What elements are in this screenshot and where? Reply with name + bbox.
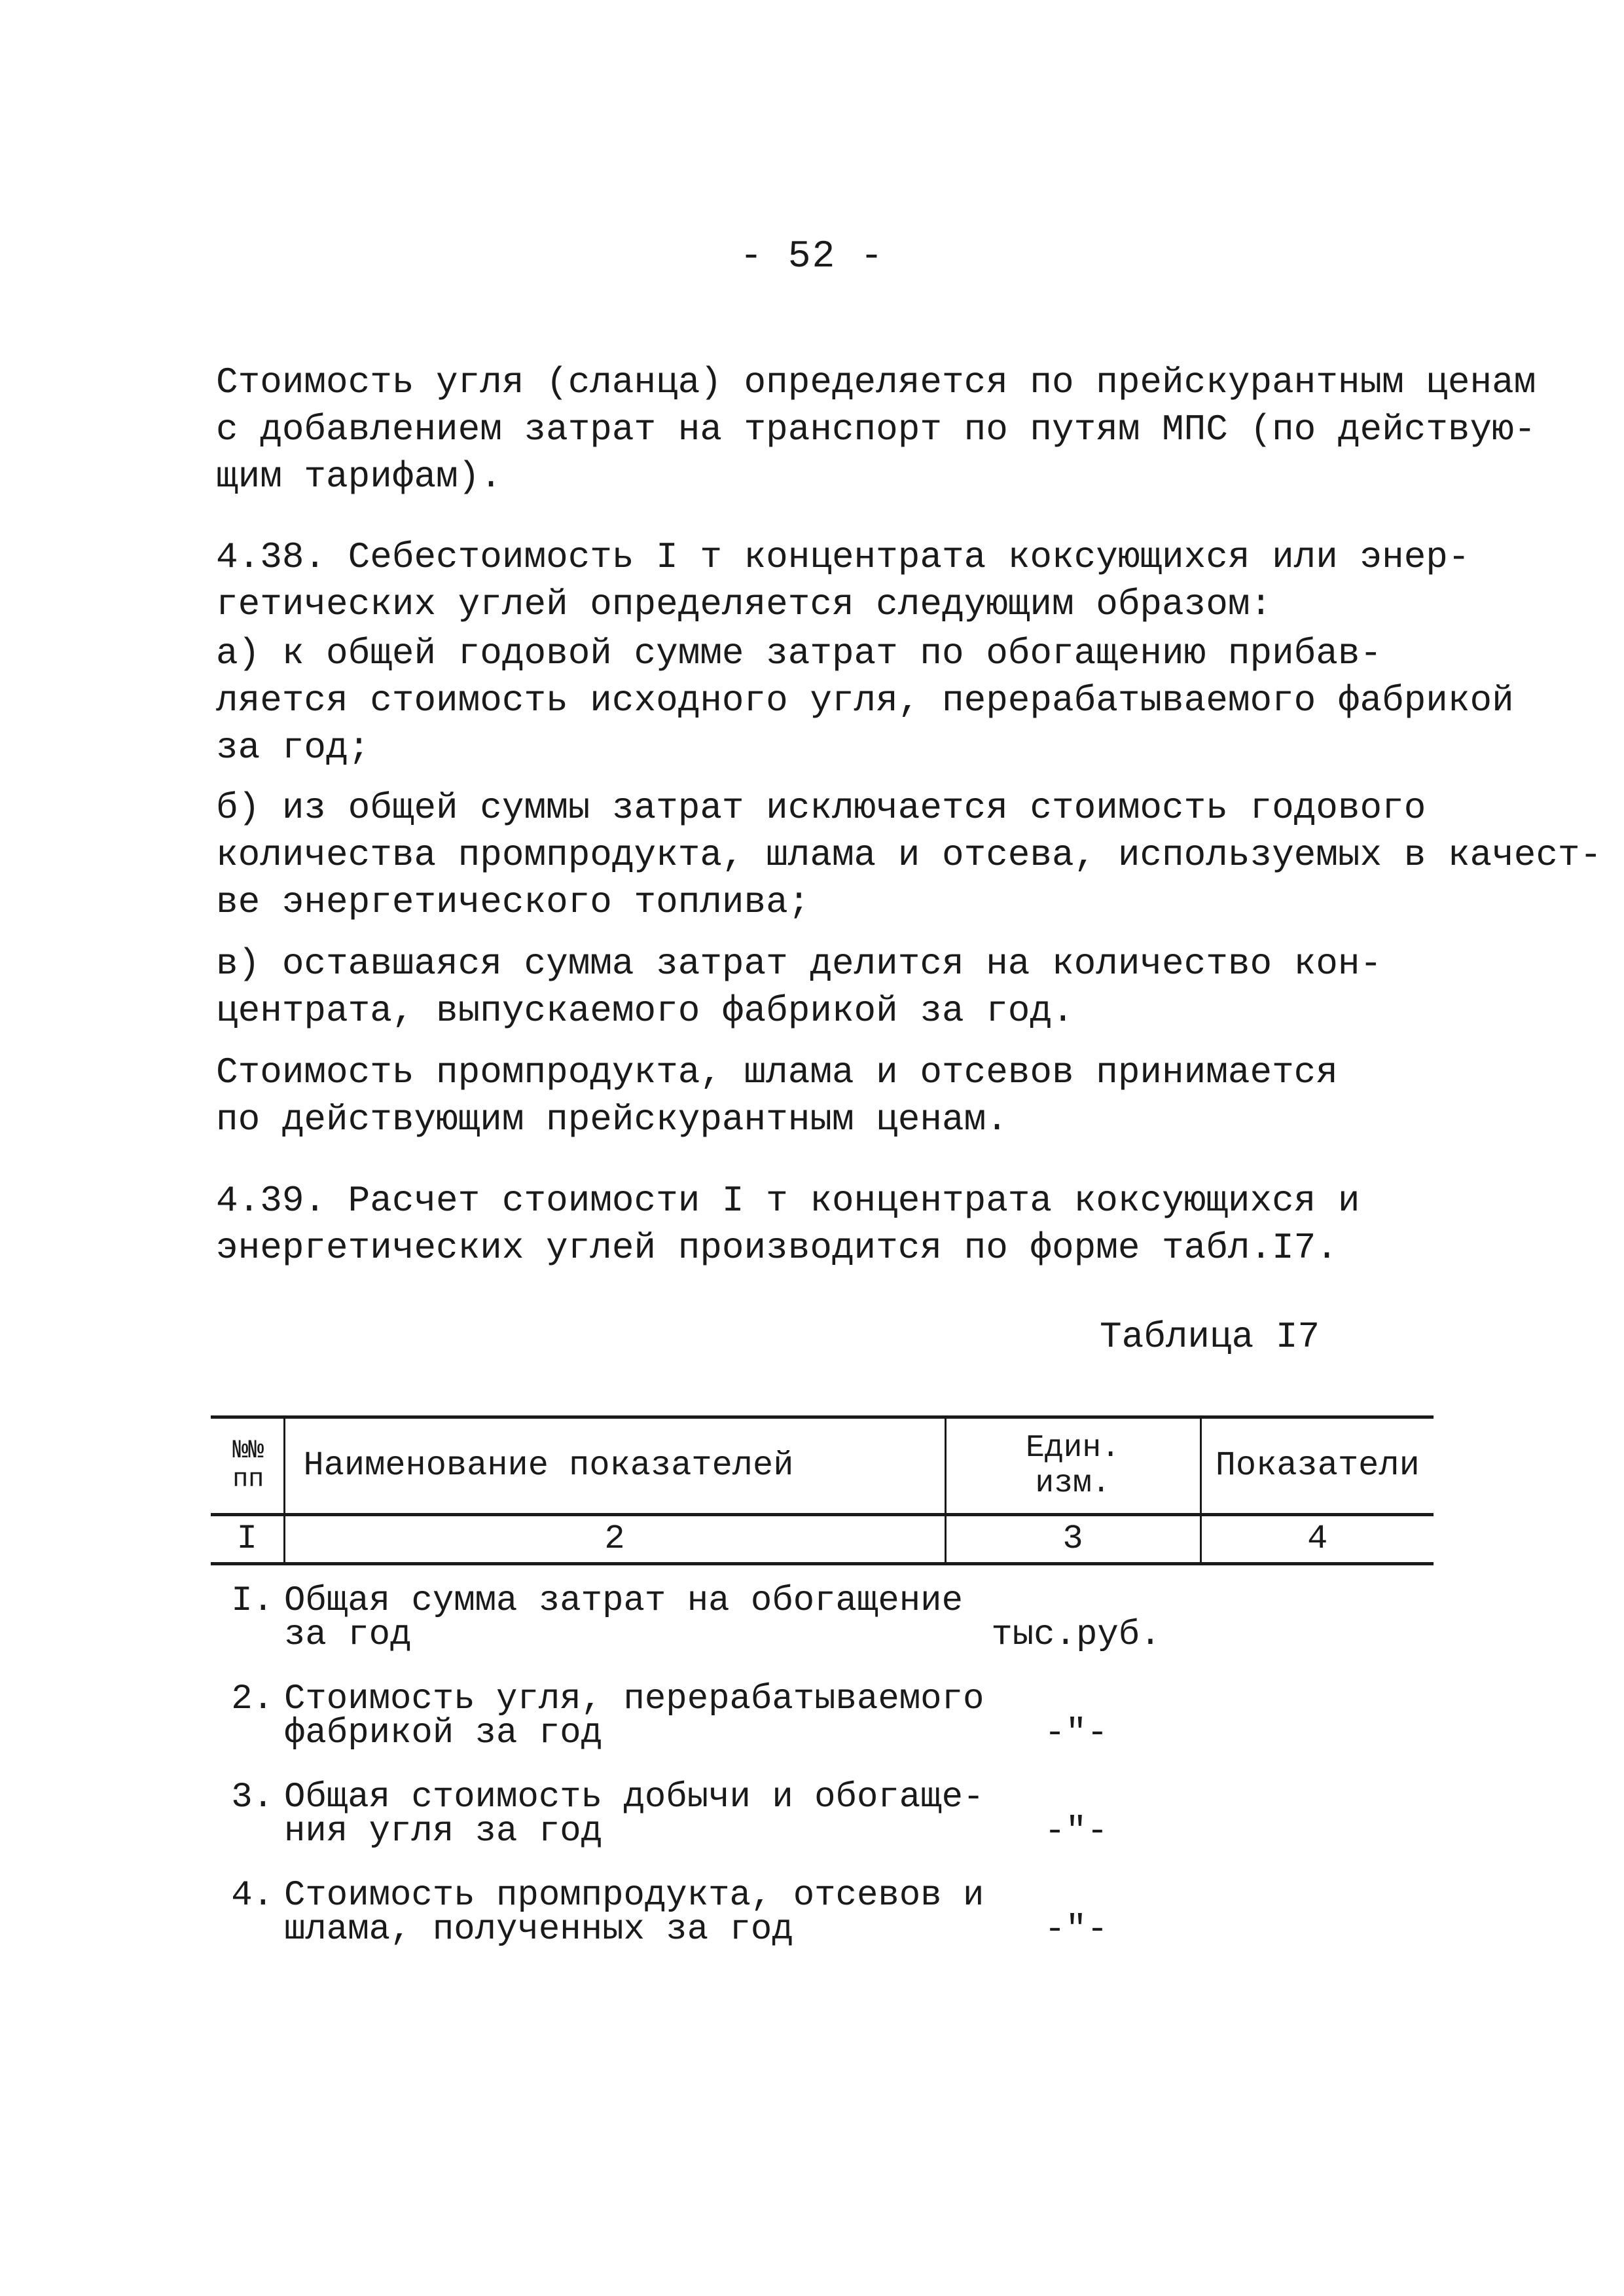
paragraph-item-a: а) к общей годовой сумме затрат по обогащению прибав- ляется стоимость исходного угля, перерабатываемого фабрикой за год;: [216, 632, 1514, 769]
table-body: [211, 1581, 1434, 1977]
header-value: Показатели: [1200, 1417, 1434, 1515]
row-number: 2.: [231, 1679, 274, 1719]
table-row: [211, 1777, 1434, 1851]
paragraph-byproduct-cost: Стоимость промпродукта, шлама и отсевов принимается по действующим прейскурантным ценам.: [216, 1051, 1338, 1140]
row-unit: -"-: [1044, 1812, 1108, 1851]
column-number-4: 4: [1200, 1515, 1434, 1564]
row-indicator-name: Стоимость угля, перерабатываемого фабрикой за год: [284, 1679, 984, 1753]
table-row: [211, 1581, 1434, 1655]
table-row: [211, 1679, 1434, 1753]
row-number: 3.: [231, 1777, 274, 1817]
table-row: [211, 1876, 1434, 1950]
column-number-row: [211, 1515, 1434, 1564]
paragraph-coal-cost: Стоимость угля (сланца) определяется по прейскурантным ценам с добавлением затрат на транспорт по путям МПС (по действую- щим тарифам).: [216, 361, 1536, 498]
row-number: 4.: [231, 1876, 274, 1916]
table-header-row: [211, 1417, 1434, 1515]
row-unit: -"-: [1044, 1910, 1108, 1950]
row-unit: тыс.руб.: [991, 1615, 1161, 1655]
row-number: I.: [231, 1581, 274, 1621]
header-unit: Един. изм.: [945, 1417, 1200, 1515]
paragraph-item-b: б) из общей суммы затрат исключается стоимость годового количества промпродукта, шлама и отсева, используемых в качест- ве энергетического топлива;: [216, 787, 1602, 923]
paragraph-4-39: 4.39. Расчет стоимости I т концентрата коксующихся и энергетических углей производится по форме табл.I7.: [216, 1180, 1360, 1269]
column-number-3: 3: [945, 1515, 1200, 1564]
row-indicator-name: Общая стоимость добычи и обогаще- ния угля за год: [284, 1777, 984, 1851]
row-unit: -"-: [1044, 1713, 1108, 1753]
table-title: Таблица I7: [1100, 1316, 1320, 1358]
paragraph-item-c: в) оставшаяся сумма затрат делится на количество кон- центрата, выпускаемого фабрикой за год.: [216, 943, 1382, 1032]
header-indicator-name: Наименование показателей: [284, 1417, 945, 1515]
column-number-1: I: [211, 1515, 284, 1564]
table-17: [211, 1415, 1434, 1565]
header-number: №№ пп: [211, 1417, 284, 1515]
row-indicator-name: Стоимость промпродукта, отсевов и шлама, полученных за год: [284, 1876, 984, 1950]
page-number: - 52 -: [740, 236, 884, 278]
paragraph-4-38: 4.38. Себестоимость I т концентрата коксующихся или энер- гетических углей определяется следующим образом:: [216, 536, 1470, 625]
column-number-2: 2: [284, 1515, 945, 1564]
row-indicator-name: Общая сумма затрат на обогащение за год: [284, 1581, 963, 1655]
